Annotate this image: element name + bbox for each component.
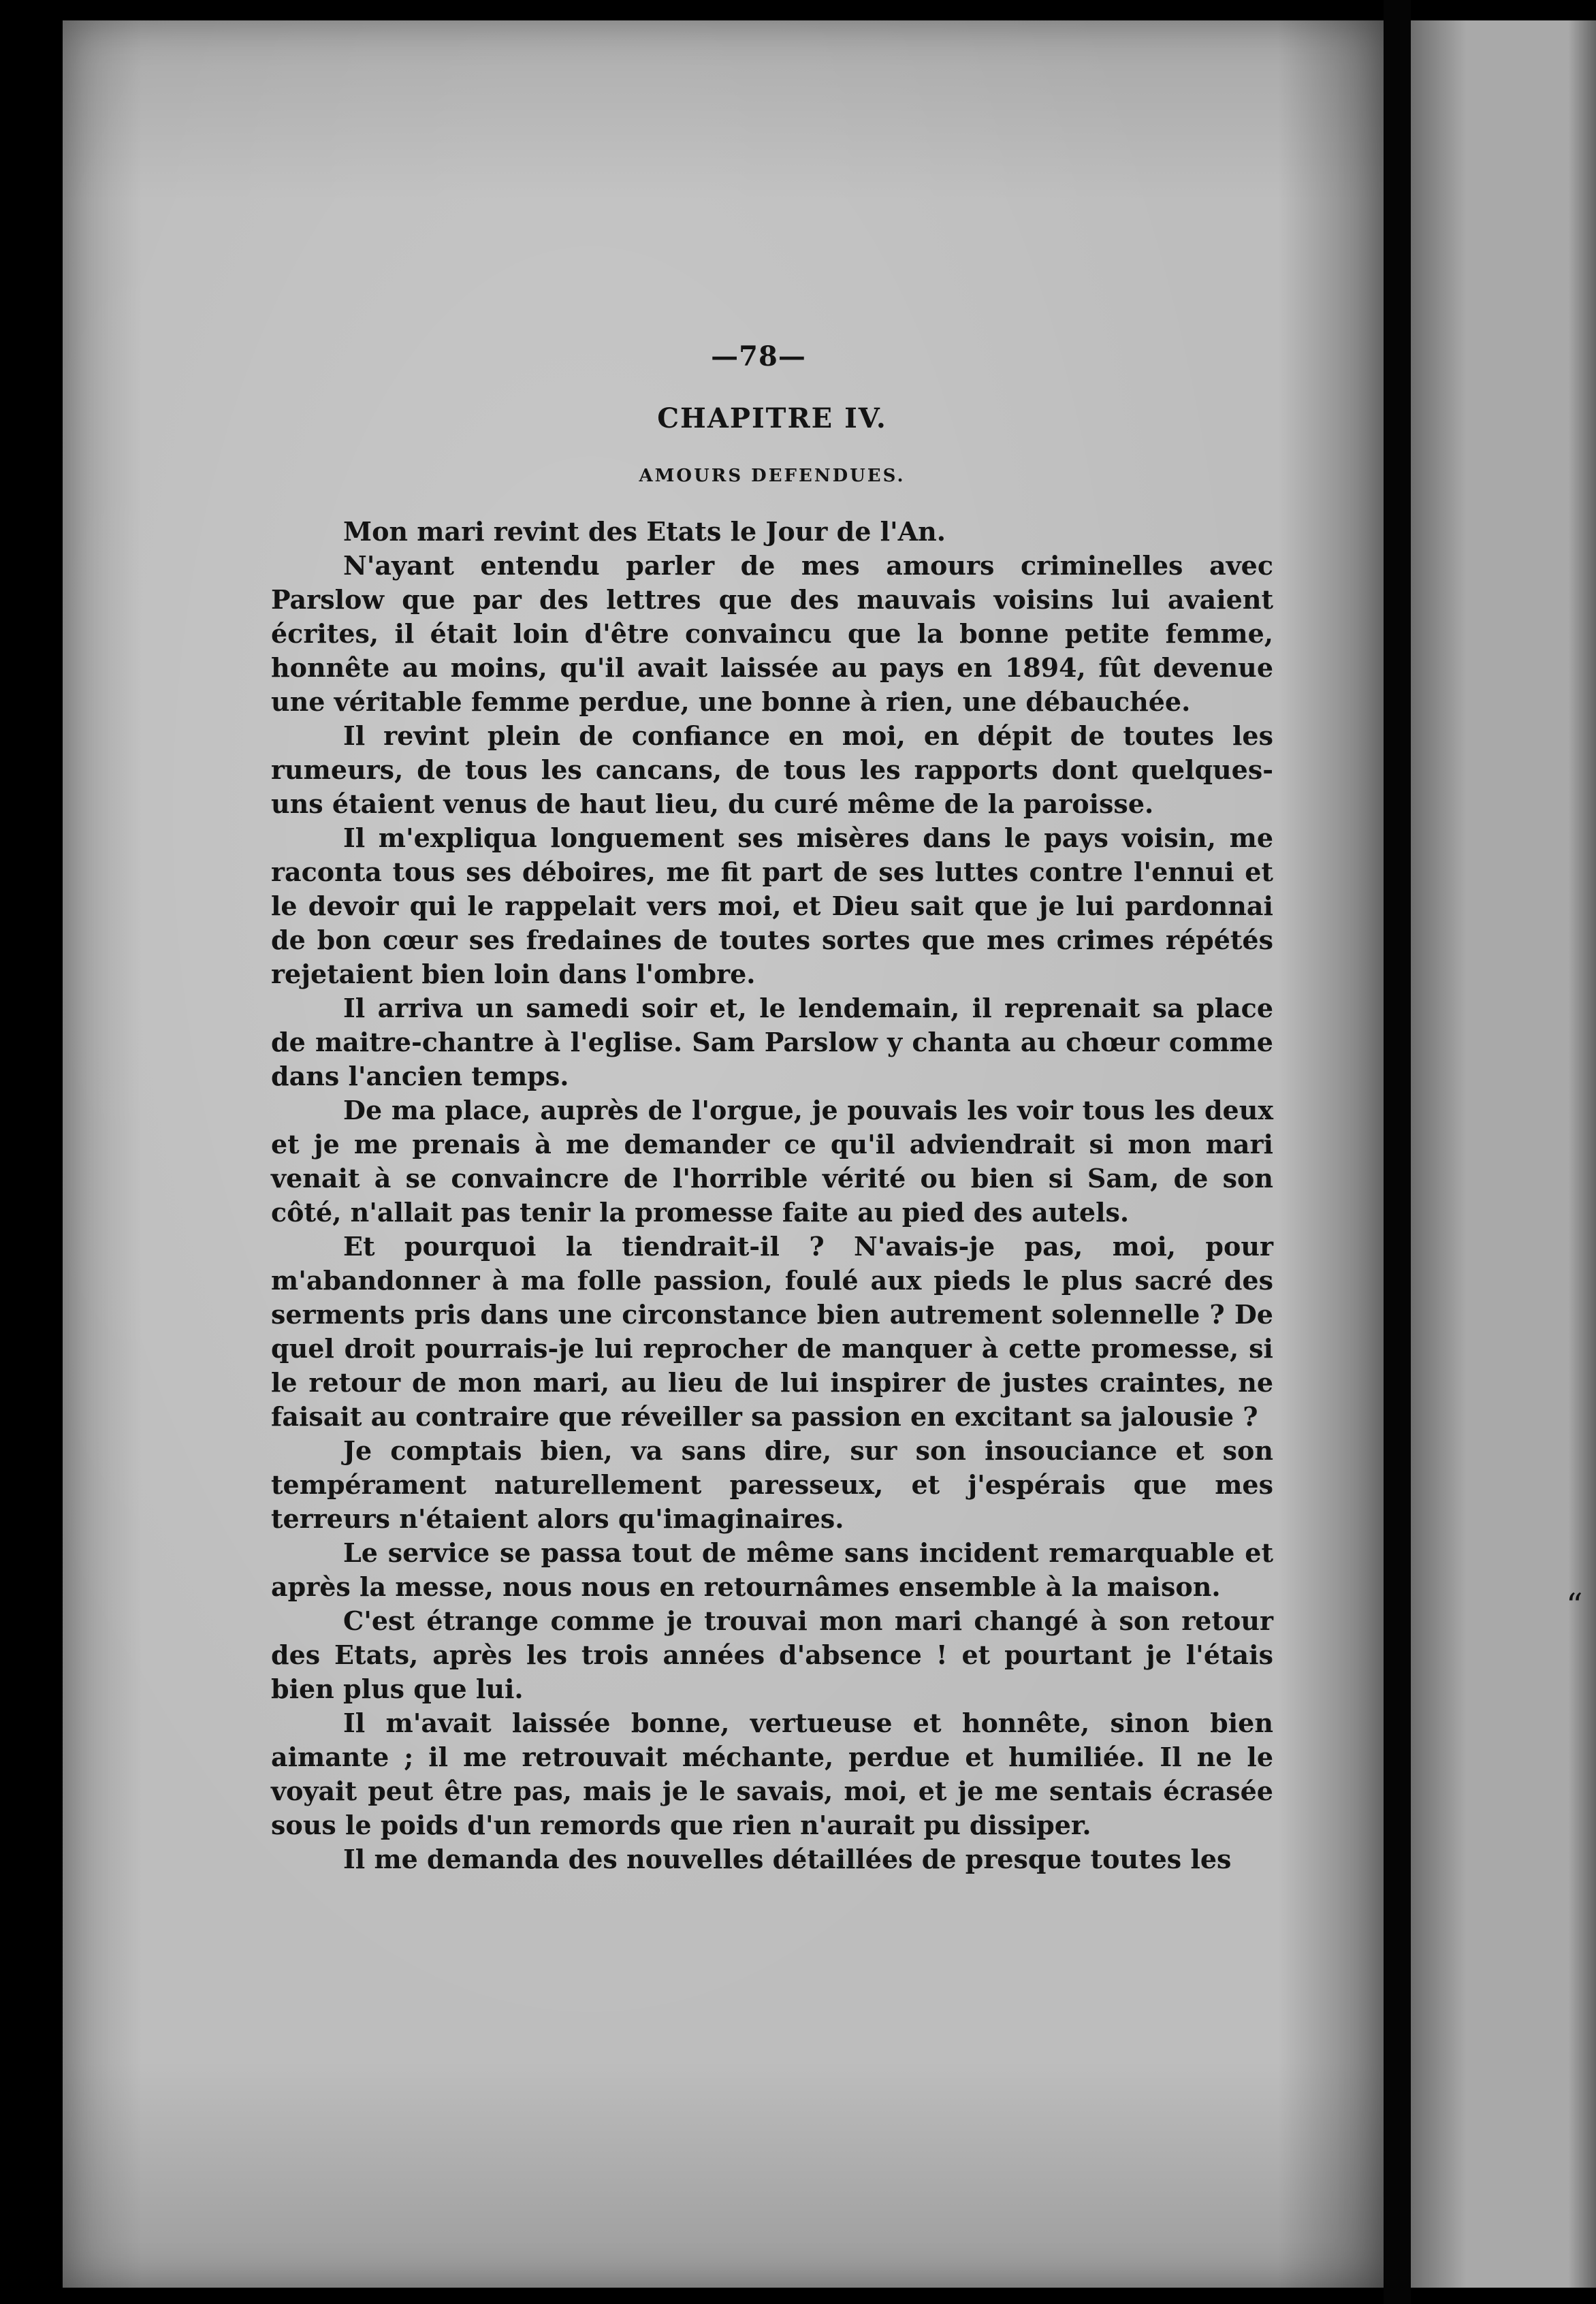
page-content (271, 340, 1273, 1876)
margin-mark: “ (1566, 1586, 1583, 1625)
paragraph: Il revint plein de confiance en moi, en dépit de toutes les rumeurs, de tous les cancans, de tous les rapports dont quelques-uns étaient venus de haut lieu, du curé même de la paroisse. (271, 720, 1273, 819)
paragraph: N'ayant entendu parler de mes amours criminelles avec Parslow que par des lettres que des mauvais voisins lui avaient écrites, il était loin d'être convaincu que la bonne petite femme, honnête au moins, qu'il avait laissée au pays en 1894, fût devenue une véritable femme perdue, une bonne à rien, une débauchée. (271, 550, 1273, 717)
page-number: —78— (711, 340, 806, 372)
paragraph: Mon mari revint des Etats le Jour de l'An. (343, 516, 946, 547)
paragraph: De ma place, auprès de l'orgue, je pouvais les voir tous les deux et je me prenais à me demander ce qu'il adviendrait si mon mari venait à se convaincre de l'horrible vérité ou bien si Sam, de son côté, n'allait pas tenir la promesse faite au pied des autels. (271, 1095, 1273, 1228)
paragraph: Le service se passa tout de même sans incident remarquable et après la messe, nous nous en retournâmes ensemble à la maison. (271, 1537, 1273, 1602)
paragraph: Il m'avait laissée bonne, vertueuse et honnête, sinon bien aimante ; il me retrouvait méchante, perdue et humiliée. Il ne le voyait peut être pas, mais je le savais, moi, et je me sentais écrasée sous le poids d'un remords que rien n'aurait pu dissiper. (271, 1708, 1273, 1840)
section-title: AMOURS DEFENDUES. (639, 466, 906, 486)
paragraph: Il m'expliqua longuement ses misères dans le pays voisin, me raconta tous ses déboires, me fit part de ses luttes contre l'ennui et le devoir qui le rappelait vers moi, et Dieu sait que je lui pardonnai de bon cœur ses fredaines de toutes sortes que mes crimes répétés rejetaient bien loin dans l'ombre. (271, 822, 1273, 989)
paragraph: Je comptais bien, va sans dire, sur son insouciance et son tempérament naturellement paresseux, et j'espérais que mes terreurs n'étaient alors qu'imaginaires. (271, 1435, 1273, 1534)
paragraph: Il me demanda des nouvelles détaillées de presque toutes les (343, 1844, 1232, 1874)
paragraph: C'est étrange comme je trouvai mon mari changé à son retour des Etats, après les trois années d'absence ! et pourtant je l'étais bien plus que lui. (271, 1605, 1273, 1704)
paragraph: Et pourquoi la tiendrait-il ? N'avais-je pas, moi, pour m'abandonner à ma folle passion, foulé aux pieds le plus sacré des serments pris dans une circonstance bien autrement solennelle ? De quel droit pourrais-je lui reprocher de manquer à cette promesse, si le retour de mon mari, au lieu de lui inspirer de justes craintes, ne faisait au contraire que réveiller sa passion en excitant sa jalousie ? (271, 1231, 1273, 1432)
adjacent-page-edge (1411, 20, 1596, 2288)
page-gutter (1384, 0, 1411, 2304)
chapter-title: CHAPITRE IV. (657, 402, 887, 434)
paragraph: Il arriva un samedi soir et, le lendemain, il reprenait sa place de maitre-chantre à l'eglise. Sam Parslow y chanta au chœur comme dans l'ancien temps. (271, 993, 1273, 1091)
body-text (271, 515, 1273, 1876)
